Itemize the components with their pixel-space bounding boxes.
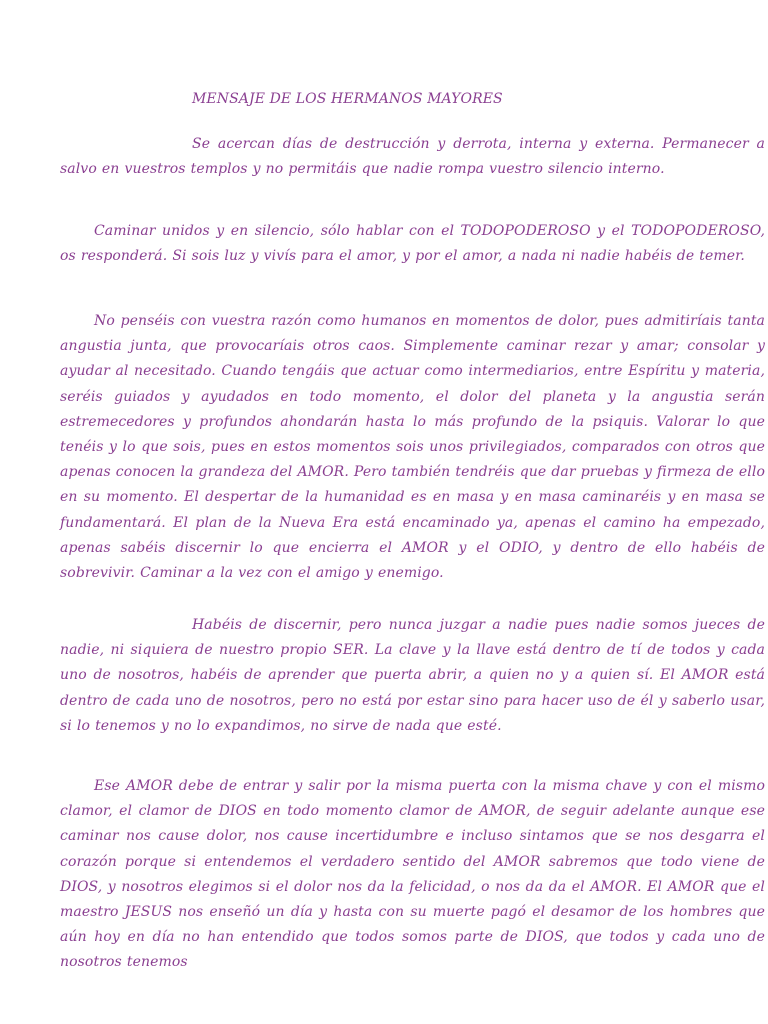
paragraph-5: Ese AMOR debe de entrar y salir por la misma puerta con la misma chave y con el mismo clamor, el clamor de DIOS en todo momento clamor de AMOR, de seguir adelante aunque ese caminar nos cause dolor, nos cause incertidumbre e incluso sintamos que se nos desgarra el corazón porque si entendemos el verdadero sentido del AMOR sabremos que todo viene de DIOS, y nosotros elegimos si el dolor nos da la felicidad, o nos da da el AMOR. El AMOR que el maestro JESUS nos enseñó un día y hasta con su muerte pagó el desamor de los hombres que aún hoy en día no han entendido que todos somos parte de DIOS, que todos y cada uno de nosotros tenemos xyxy=(60,778,765,971)
document-title: MENSAJE DE LOS HERMANOS MAYORES xyxy=(192,91,503,107)
paragraph-2: Caminar unidos y en silencio, sólo hablar con el TODOPODEROSO y el TODOPODEROSO, os responderá. Si sois luz y vivís para el amor, y por el amor, a nada ni nadie habéis de temer. xyxy=(60,223,765,265)
paragraph-4: Habéis de discernir, pero nunca juzgar a nadie pues nadie somos jueces de nadie, ni siquiera de nuestro propio SER. La clave y la llave está dentro de tí de todos y cada uno de nosotros, habéis de aprender que puerta abrir, a quien no y a quien sí. El AMOR está dentro de cada uno de nosotros, pero no está por estar sino para hacer uso de él y saberlo usar, si lo tenemos y no lo expandimos, no sirve de nada que esté. xyxy=(60,617,765,734)
paragraph-1: Se acercan días de destrucción y derrota, interna y externa. Permanecer a salvo en vuestros templos y no permitáis que nadie rompa vuestro silencio interno. xyxy=(60,136,765,178)
paragraph-3: No penséis con vuestra razón como humanos en momentos de dolor, pues admitiríais tanta angustia junta, que provocaríais otros caos. Simplemente caminar rezar y amar; consolar y ayudar al necesitado. Cuando tengáis que actuar como intermediarios, entre Espíritu y materia, seréis guiados y ayudados en todo momento, el dolor del planeta y la angustia serán estremecedores y profundos ahondarán hasta lo más profundo de la psiquis. Valorar lo que tenéis y lo que sois, pues en estos momentos sois unos privilegiados, comparados con otros que apenas conocen la grandeza del AMOR. Pero también tendréis que dar pruebas y firmeza de ello en su momento. El despertar de la humanidad es en masa y en masa caminaréis y en masa se fundamentará. El plan de la Nueva Era está encaminado ya, apenas el camino ha empezado, apenas sabéis discernir lo que encierra el AMOR y el ODIO, y dentro de ello habéis de sobrevivir. Caminar a la vez con el amigo y enemigo. xyxy=(60,313,765,582)
